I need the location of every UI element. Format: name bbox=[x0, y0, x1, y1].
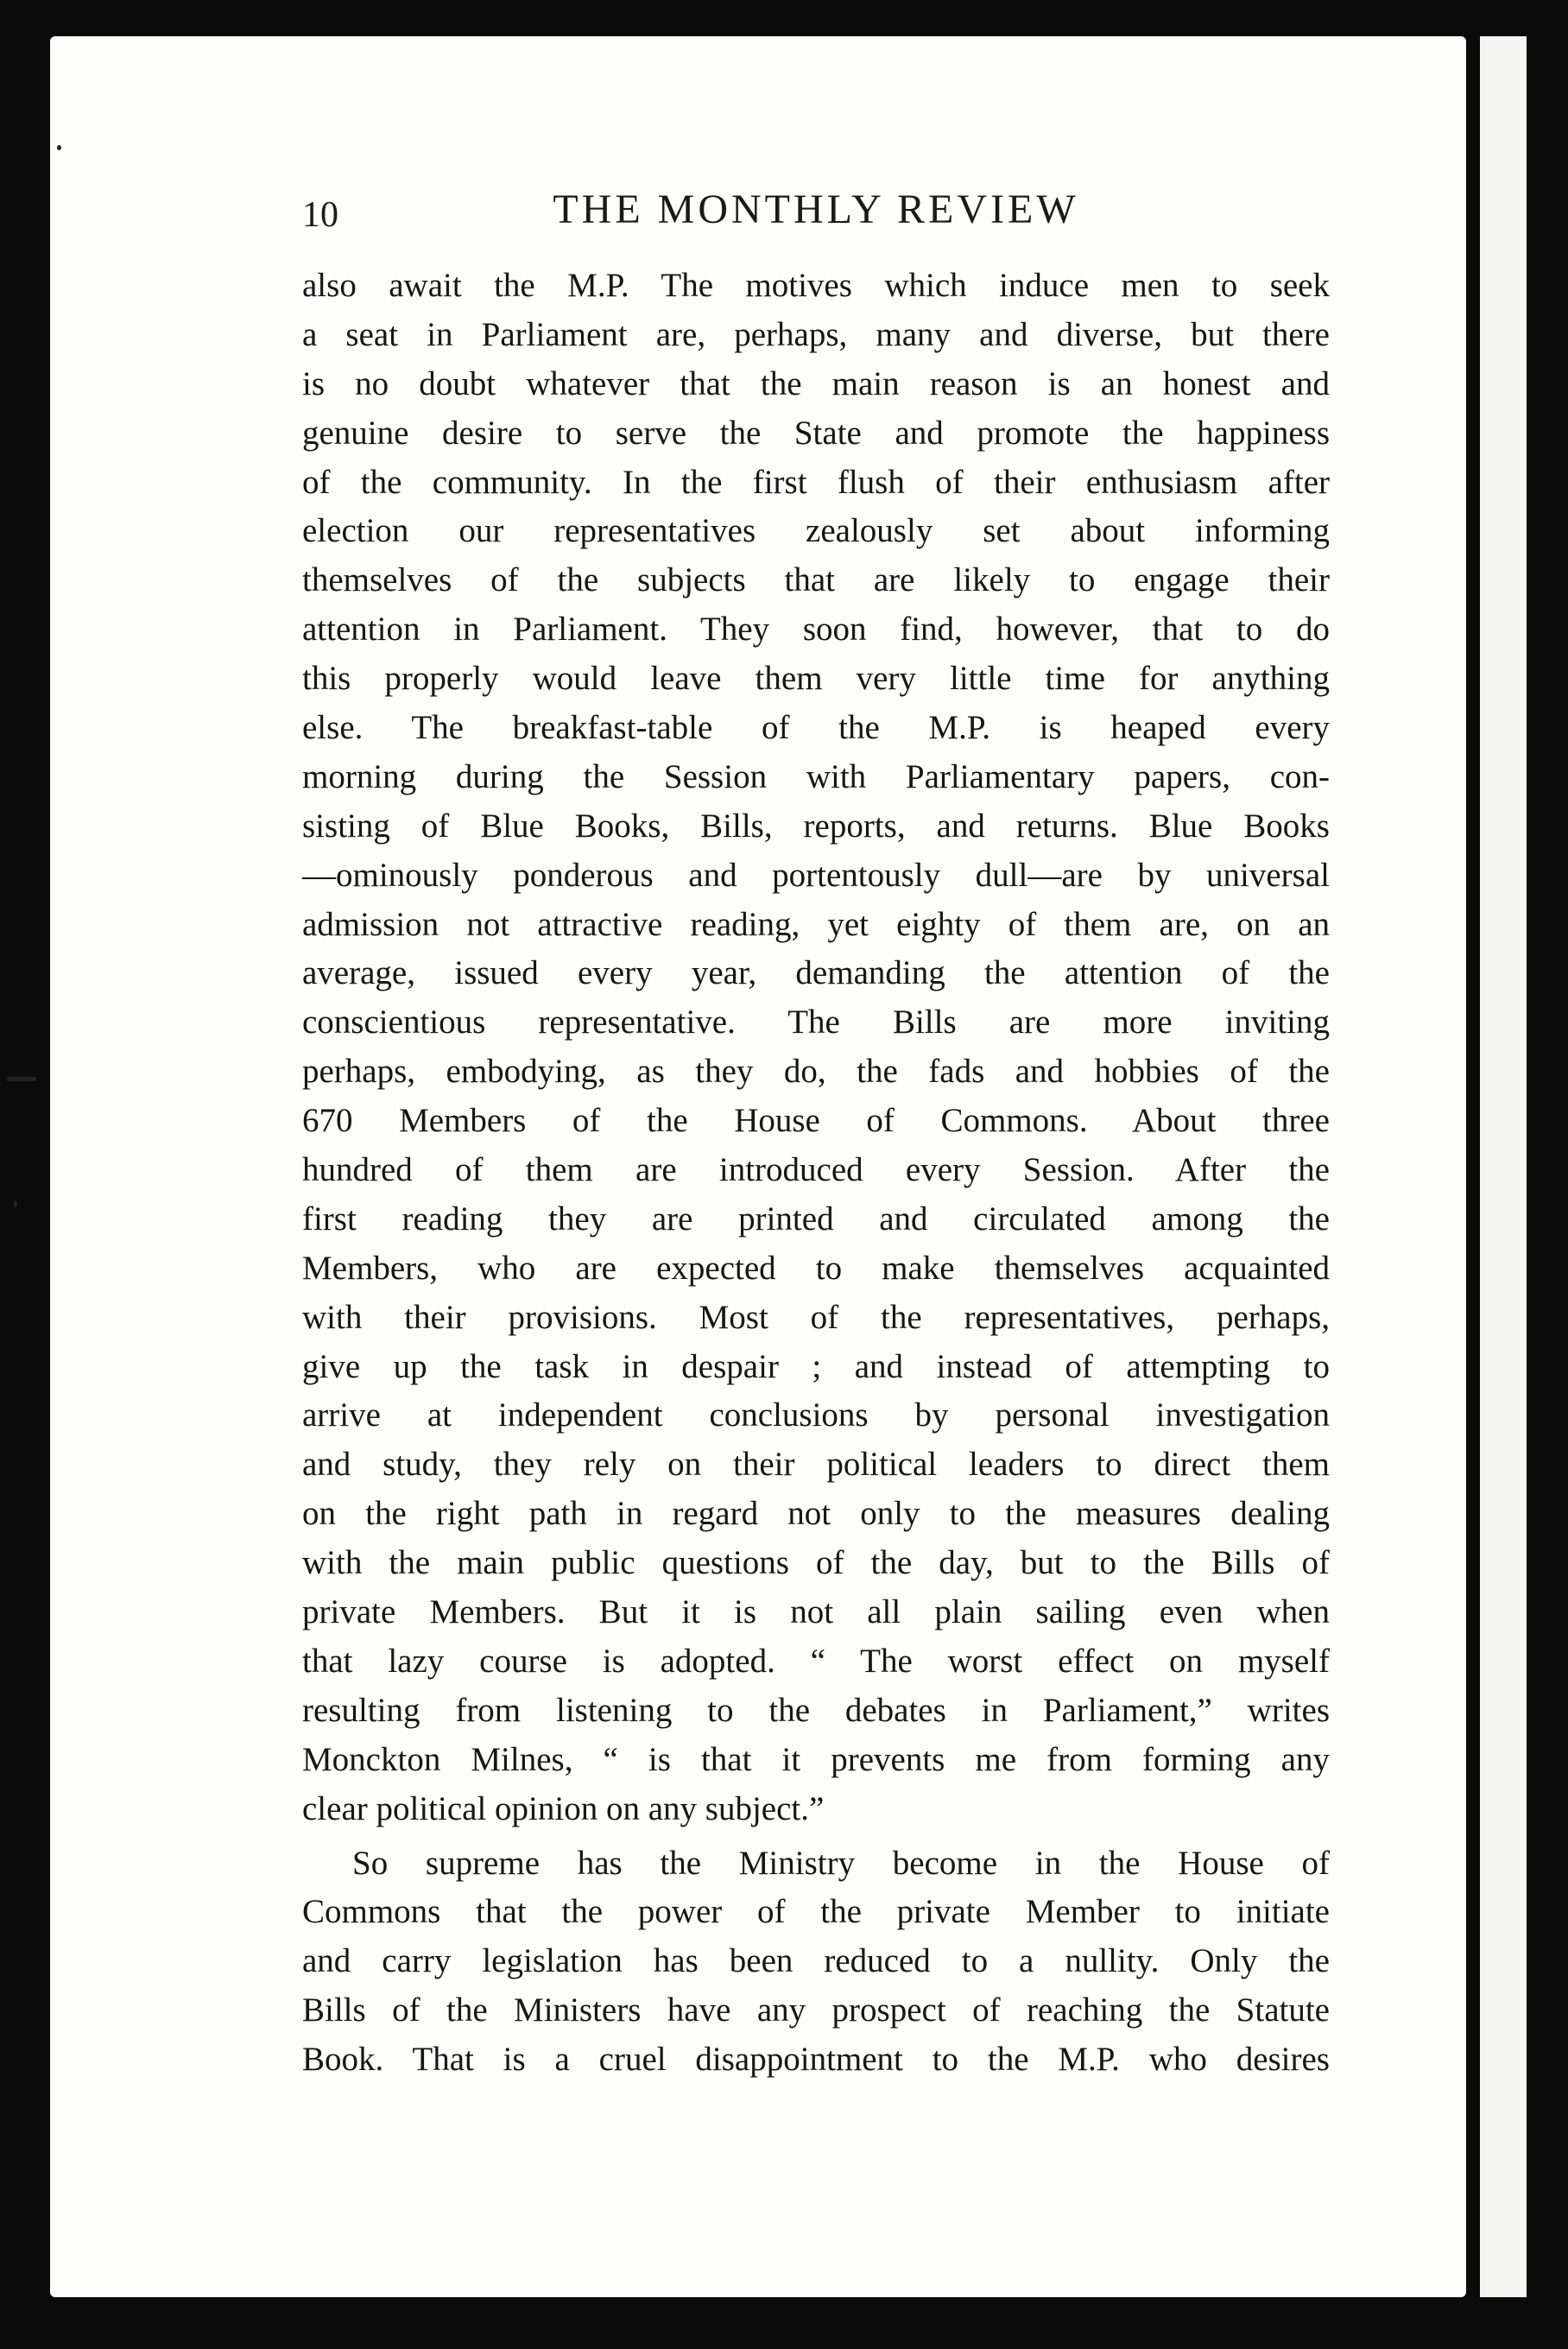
text-line: sisting of Blue Books, Bills, reports, and returns. Blue Books bbox=[302, 807, 1330, 845]
text-line: Book. That is a cruel disappointment to the M.P. who desires bbox=[302, 2041, 1330, 2079]
text-line: So supreme has the Ministry become in the House of bbox=[352, 1844, 1330, 1882]
scan-speck bbox=[14, 1200, 17, 1207]
text-line: private Members. But it is not all plain sailing even when bbox=[302, 1593, 1330, 1631]
text-line: resulting from listening to the debates in Parliament,” writes bbox=[302, 1691, 1330, 1729]
text-line: with the main public questions of the day, but to the Bills of bbox=[302, 1544, 1330, 1582]
text-line: Members, who are expected to make themselves acquainted bbox=[302, 1249, 1330, 1287]
text-line: hundred of them are introduced every Session. After the bbox=[302, 1151, 1330, 1189]
text-line: perhaps, embodying, as they do, the fads and hobbies of the bbox=[302, 1053, 1330, 1091]
text-line: Bills of the Ministers have any prospect of reaching the Statute bbox=[302, 1991, 1330, 2029]
body-text bbox=[302, 262, 1330, 2085]
text-line: that lazy course is adopted. “ The worst effect on myself bbox=[302, 1642, 1330, 1680]
text-line: genuine desire to serve the State and promote the happiness bbox=[302, 414, 1330, 452]
text-line: average, issued every year, demanding the attention of the bbox=[302, 954, 1330, 992]
paragraph-2 bbox=[302, 1839, 1330, 2085]
scan-speck bbox=[57, 145, 61, 150]
text-line: Commons that the power of the private Member to initiate bbox=[302, 1893, 1330, 1931]
text-line: a seat in Parliament are, perhaps, many and diverse, but there bbox=[302, 315, 1330, 353]
text-line: also await the M.P. The motives which induce men to seek bbox=[302, 267, 1330, 304]
text-line: attention in Parliament. They soon find, however, that to do bbox=[302, 611, 1330, 649]
text-line: this properly would leave them very little time for anything bbox=[302, 660, 1330, 698]
text-line: admission not attractive reading, yet eighty of them are, on an bbox=[302, 905, 1330, 943]
text-line: clear political opinion on any subject.” bbox=[302, 1789, 825, 1827]
text-line: —ominously ponderous and portentously dull—are by universal bbox=[302, 856, 1330, 894]
facing-page-edge bbox=[1480, 36, 1527, 2297]
text-line: and carry legislation has been reduced to a nullity. Only the bbox=[302, 1942, 1330, 1980]
page-number: 10 bbox=[302, 195, 338, 235]
text-line: and study, they rely on their political leaders to direct them bbox=[302, 1446, 1330, 1484]
paragraph-1 bbox=[302, 262, 1330, 1834]
text-line: else. The breakfast-table of the M.P. is heaped every bbox=[302, 709, 1330, 747]
text-line: Monckton Milnes, “ is that it prevents me from forming any bbox=[302, 1740, 1330, 1778]
running-head bbox=[302, 186, 1330, 246]
text-line: 670 Members of the House of Commons. About three bbox=[302, 1102, 1330, 1140]
text-line: themselves of the subjects that are likely to engage their bbox=[302, 561, 1330, 599]
journal-title: THE MONTHLY REVIEW bbox=[553, 187, 1079, 232]
text-line: give up the task in despair ; and instead of attempting to bbox=[302, 1347, 1330, 1385]
text-line: with their provisions. Most of the representatives, perhaps, bbox=[302, 1298, 1330, 1336]
text-line: conscientious representative. The Bills are more inviting bbox=[302, 1004, 1330, 1042]
text-line: first reading they are printed and circulated among the bbox=[302, 1200, 1330, 1238]
text-line: election our representatives zealously set about informing bbox=[302, 512, 1330, 550]
text-line: of the community. In the first flush of their enthusiasm after bbox=[302, 463, 1330, 501]
text-line: morning during the Session with Parliamentary papers, con- bbox=[302, 757, 1330, 795]
scan-speck bbox=[7, 1077, 36, 1081]
text-line: arrive at independent conclusions by personal investigation bbox=[302, 1396, 1330, 1434]
text-line: on the right path in regard not only to the measures dealing bbox=[302, 1495, 1330, 1533]
text-line: is no doubt whatever that the main reason is an honest and bbox=[302, 364, 1330, 402]
